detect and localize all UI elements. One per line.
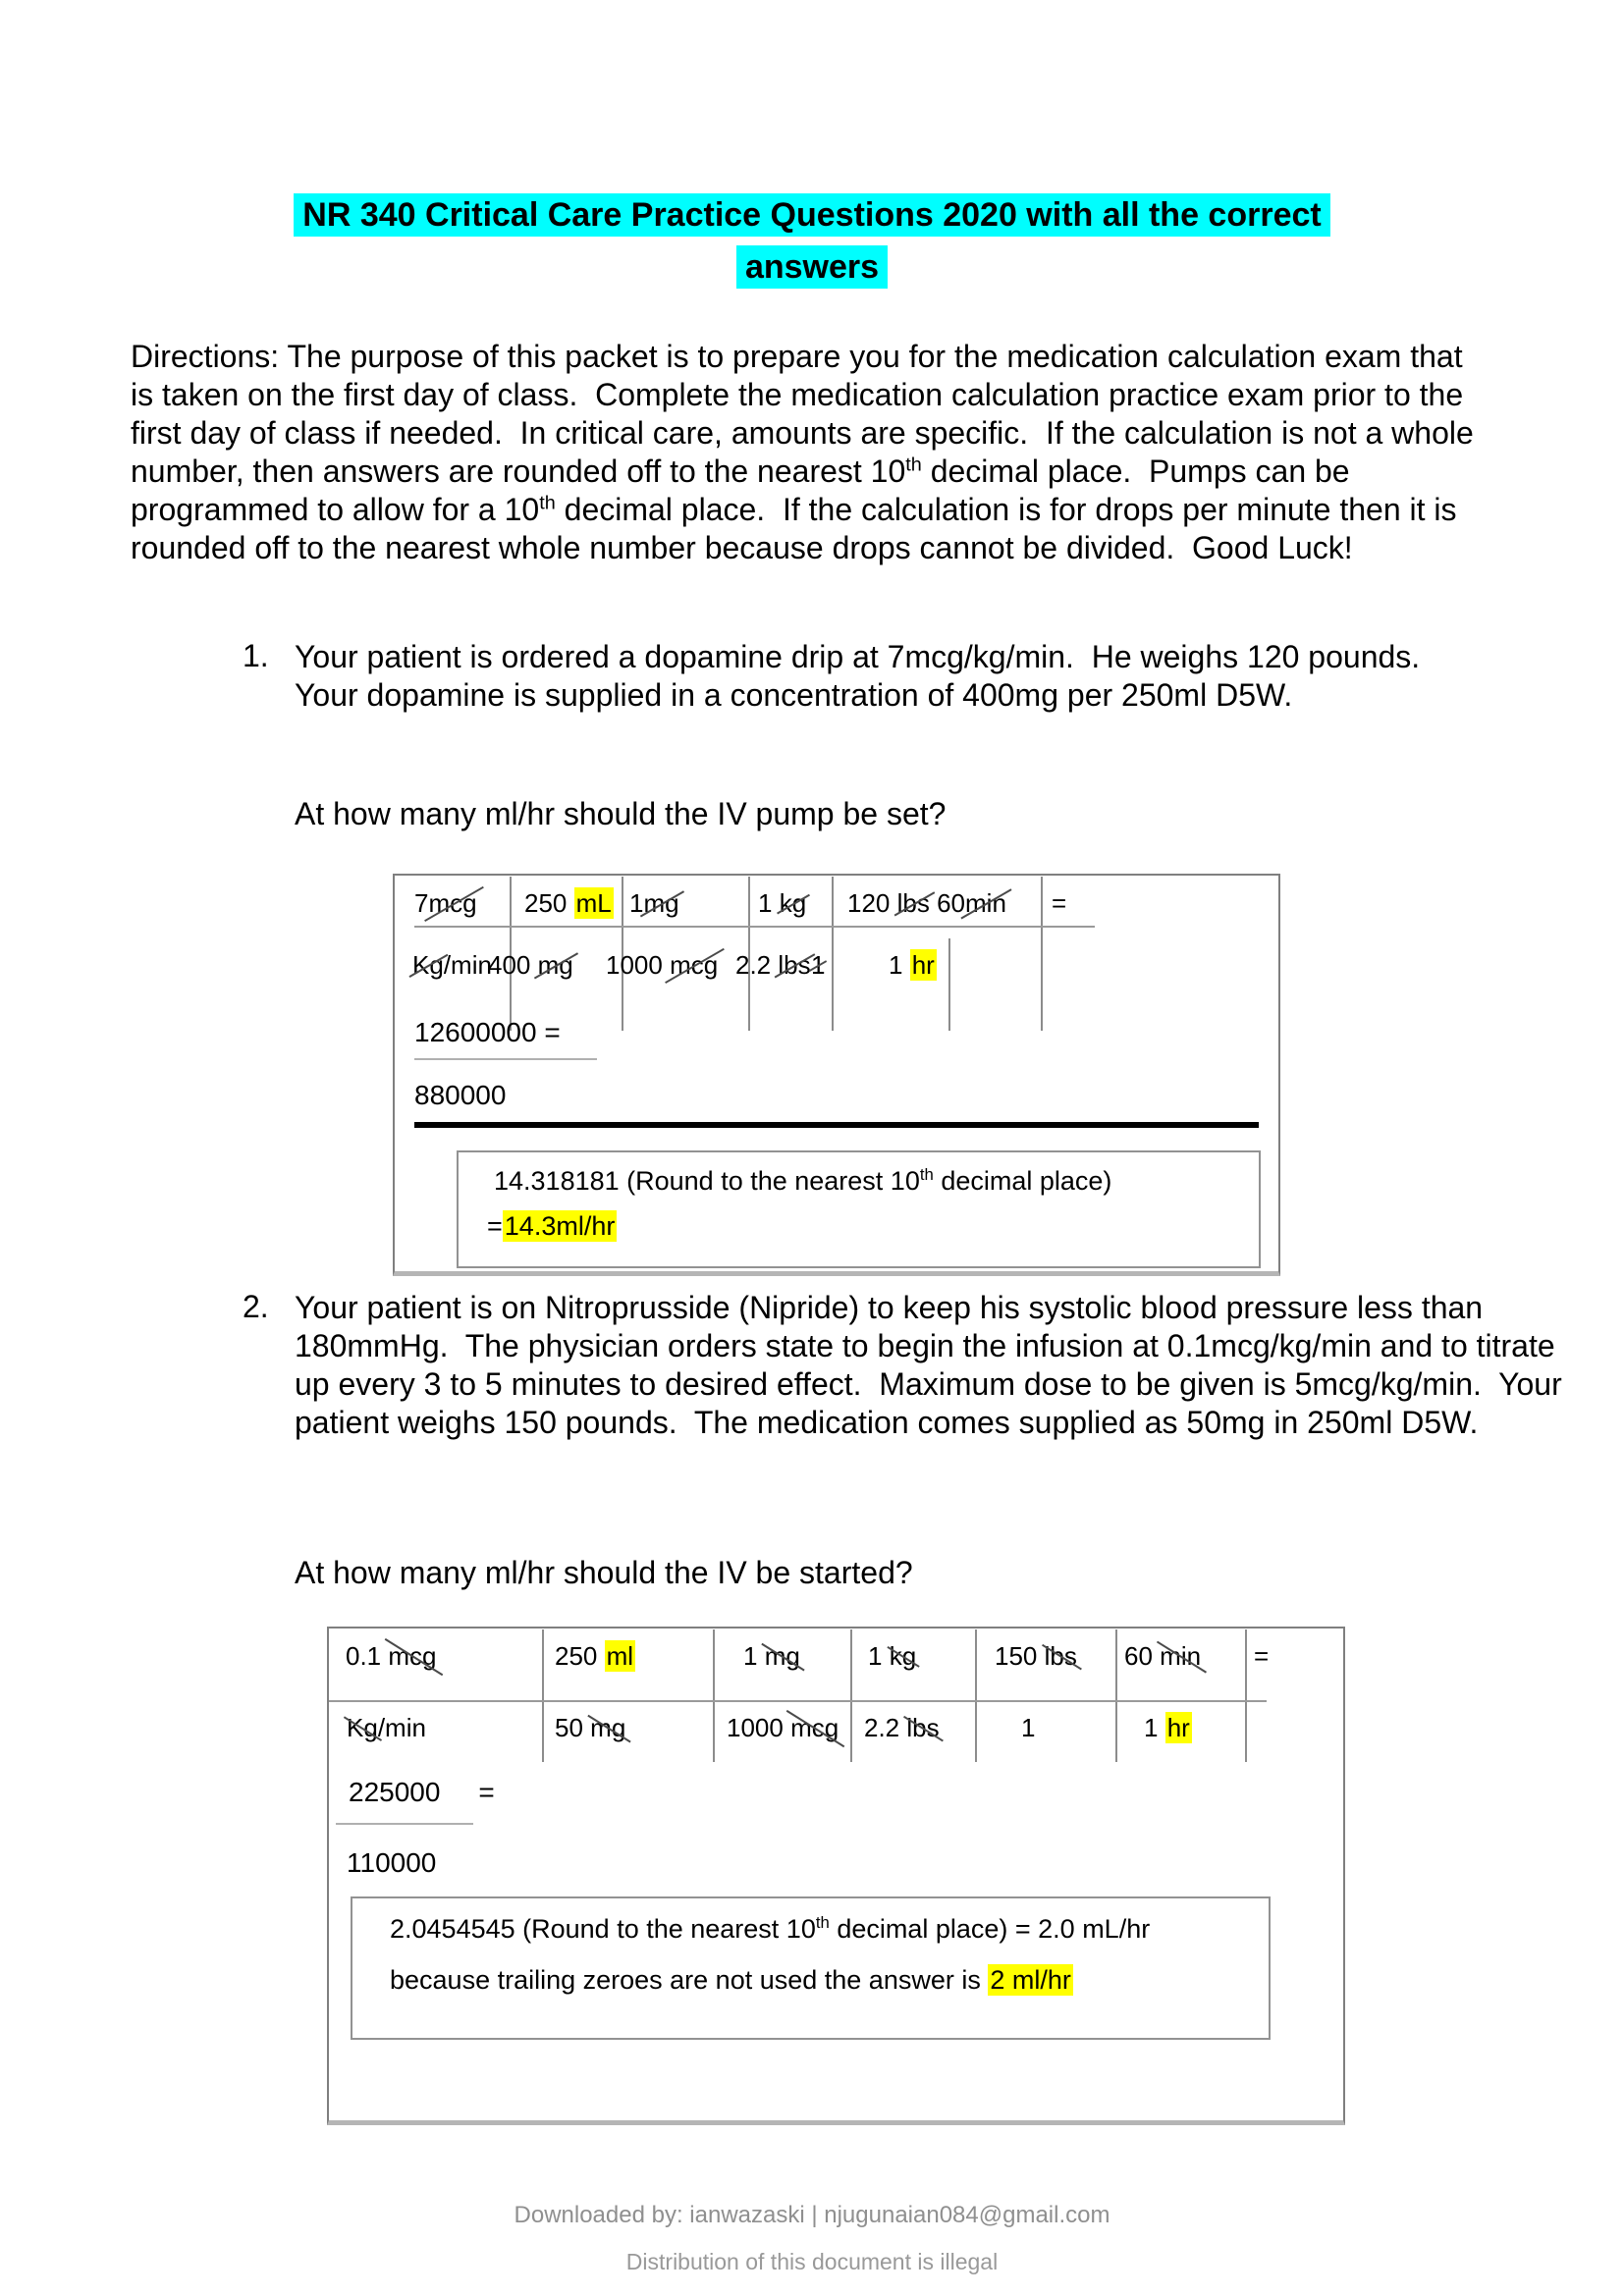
q2-answer-line2: because trailing zeroes are not used the answer is 2 ml/hr: [390, 1965, 1071, 1995]
q2-cell-mg: 1 mg: [743, 1641, 800, 1671]
q2-cell-22lbs: 2.2 lbs: [864, 1713, 940, 1742]
directions-paragraph: [131, 338, 1483, 567]
division-underline: [414, 1058, 597, 1060]
ordinal-superscript: th: [905, 454, 922, 476]
q2-cell-50mg: 50 mg: [555, 1713, 626, 1742]
table-divider: [713, 1629, 715, 1762]
cancelled-unit: mg: [764, 1641, 800, 1671]
cancelled-unit: kg: [779, 888, 807, 918]
q1-cell-400mg: 400 mg: [488, 950, 573, 980]
q1-numerator-product: 12600000 =: [414, 1017, 561, 1047]
title-line1: NR 340 Critical Care Practice Questions 2020 with all the correct: [294, 193, 1329, 237]
cancelled-unit: mcg: [388, 1641, 437, 1671]
question1-number: 1.: [243, 638, 269, 673]
q1-cell-one: [811, 950, 825, 981]
question2-text: Your patient is on Nitroprusside (Nipride) to keep his systolic blood pressure less than 180mmHg. The physician orders state to begin the infusion at 0.1mcg/kg/min and to titrate up every 3 to 5 minutes to desired effect. Maximum dose to be given is 5mcg/kg/min. Your patient weighs 150 pounds. The medication comes supplied as 50mg in 250ml D5W.: [295, 1290, 1571, 1440]
q2-denominator-product: 110000: [347, 1847, 437, 1878]
q1-denominator-product: 880000: [414, 1080, 507, 1110]
q1-cell-per-kgmin: Kg/min: [412, 950, 492, 980]
footer-distribution-notice: Distribution of this document is illegal: [625, 2249, 999, 2274]
q2-equals-sign: =: [1254, 1641, 1270, 1671]
question1-prompt: At how many ml/hr should the IV pump be set?: [295, 796, 947, 831]
q1-equals-sign: =: [1052, 888, 1067, 918]
q1-cell-kg: 1 kg: [758, 888, 807, 918]
cancelled-unit: 1: [811, 950, 826, 980]
q1-cell-volume: 250 mL: [524, 888, 612, 918]
question1-text: Your patient is ordered a dopamine drip at 7mcg/kg/min. He weighs 120 pounds. Your dopamine is supplied in a concentration of 400mg per 250ml D5W.: [295, 639, 1437, 713]
q2-cell-per-kgmin: Kg/min: [347, 1713, 426, 1742]
cancelled-unit: mcg: [428, 888, 477, 918]
q2-cell-one: 1: [1021, 1713, 1036, 1742]
q2-cell-kg: 1 kg: [868, 1641, 917, 1671]
table-divider: [975, 1629, 977, 1762]
table-divider: [850, 1629, 852, 1762]
division-underline: [336, 1823, 473, 1825]
q2-cell-1000mcg: 1000 mcg: [727, 1713, 839, 1742]
q2-cell-weight: 150 lbs: [995, 1641, 1077, 1671]
cancelled-unit: lbs: [1044, 1641, 1077, 1671]
directions-text: Directions: The purpose of this packet is to prepare you for the medication calculation exam that is taken on the first day of class. Complete the medication calculation practice exam prior to the first day of class if needed. In critical care, amounts are specific. If the calculation is not a whole number, then answers are rounded off to the nearest 10: [131, 339, 1483, 489]
cancelled-unit: lbs: [778, 950, 811, 980]
q2-answer-line1: 2.0454545 (Round to the nearest 10th decimal place) = 2.0 mL/hr: [390, 1913, 1151, 1944]
highlighted-unit: hr: [911, 950, 935, 980]
highlighted-unit: hr: [1166, 1713, 1190, 1742]
cancelled-unit: Kg: [347, 1713, 378, 1742]
final-answer-highlight: 14.3ml/hr: [504, 1211, 616, 1241]
document-title: [0, 189, 1624, 294]
table-divider: [948, 938, 950, 1031]
fraction-bar: [329, 1700, 1267, 1702]
q1-cell-1000mcg: 1000 mcg: [606, 950, 719, 980]
table-divider: [1041, 877, 1043, 1031]
table-divider: [1115, 1629, 1117, 1762]
ordinal-superscript: th: [539, 492, 556, 514]
final-answer-highlight: 2 ml/hr: [990, 1965, 1071, 1995]
q2-cell-1hr: 1 hr: [1144, 1713, 1190, 1742]
result-rule: [414, 1122, 1259, 1128]
q2-cell-volume: 250 ml: [555, 1641, 634, 1671]
q1-cell-1hr: 1 hr: [889, 950, 935, 980]
ordinal-superscript: th: [815, 1913, 830, 1932]
cancelled-unit: min: [965, 888, 1006, 918]
fraction-bar: [414, 926, 1095, 928]
q2-numerator-product: 225000 =: [349, 1777, 495, 1807]
question2-prompt: At how many ml/hr should the IV be started?: [295, 1555, 913, 1590]
q1-cell-mg: 1mg: [629, 888, 679, 918]
title-line2: answers: [736, 245, 888, 289]
cancelled-unit: lbs: [906, 1713, 940, 1742]
question2-number: 2.: [243, 1289, 269, 1324]
ordinal-superscript: th: [919, 1165, 934, 1184]
q1-cell-weight-time: 120 lbs 60min: [847, 888, 1006, 918]
cancelled-unit: Kg: [412, 950, 444, 980]
q1-answer-line1: 14.318181 (Round to the nearest 10th decimal place): [494, 1165, 1112, 1196]
footer-downloaded-by: Downloaded by: ianwazaski | njugunaian084@gmail.com: [514, 2202, 1110, 2228]
table-divider: [542, 1629, 544, 1762]
cancelled-unit: mg: [590, 1713, 626, 1742]
highlighted-unit: mL: [575, 888, 612, 918]
cancelled-unit: mcg: [670, 950, 719, 980]
cancelled-unit: min: [1160, 1641, 1202, 1671]
table-divider: [1245, 1629, 1247, 1762]
cancelled-unit: mcg: [790, 1713, 839, 1742]
cancelled-unit: mg: [643, 888, 679, 918]
q2-cell-dose: 0.1 mcg: [346, 1641, 437, 1671]
q1-cell-dose: 7mcg: [414, 888, 477, 918]
cancelled-unit: lbs: [896, 888, 930, 918]
q1-answer-line2: =14.3ml/hr: [487, 1211, 616, 1241]
highlighted-unit: ml: [606, 1641, 634, 1671]
table-divider: [832, 877, 834, 1031]
directions-text: decimal place. Pumps can be programmed to allow for a 10: [131, 454, 1359, 527]
q1-cell-22lbs: 2.2 lbs: [735, 950, 811, 980]
directions-text: decimal place. If the calculation is for drops per minute then it is rounded off to the nearest whole number because drops cannot be divided. Good Luck!: [131, 492, 1466, 565]
cancelled-unit: kg: [889, 1641, 917, 1671]
q2-cell-time: 60 min: [1124, 1641, 1202, 1671]
cancelled-unit: mg: [537, 950, 573, 980]
